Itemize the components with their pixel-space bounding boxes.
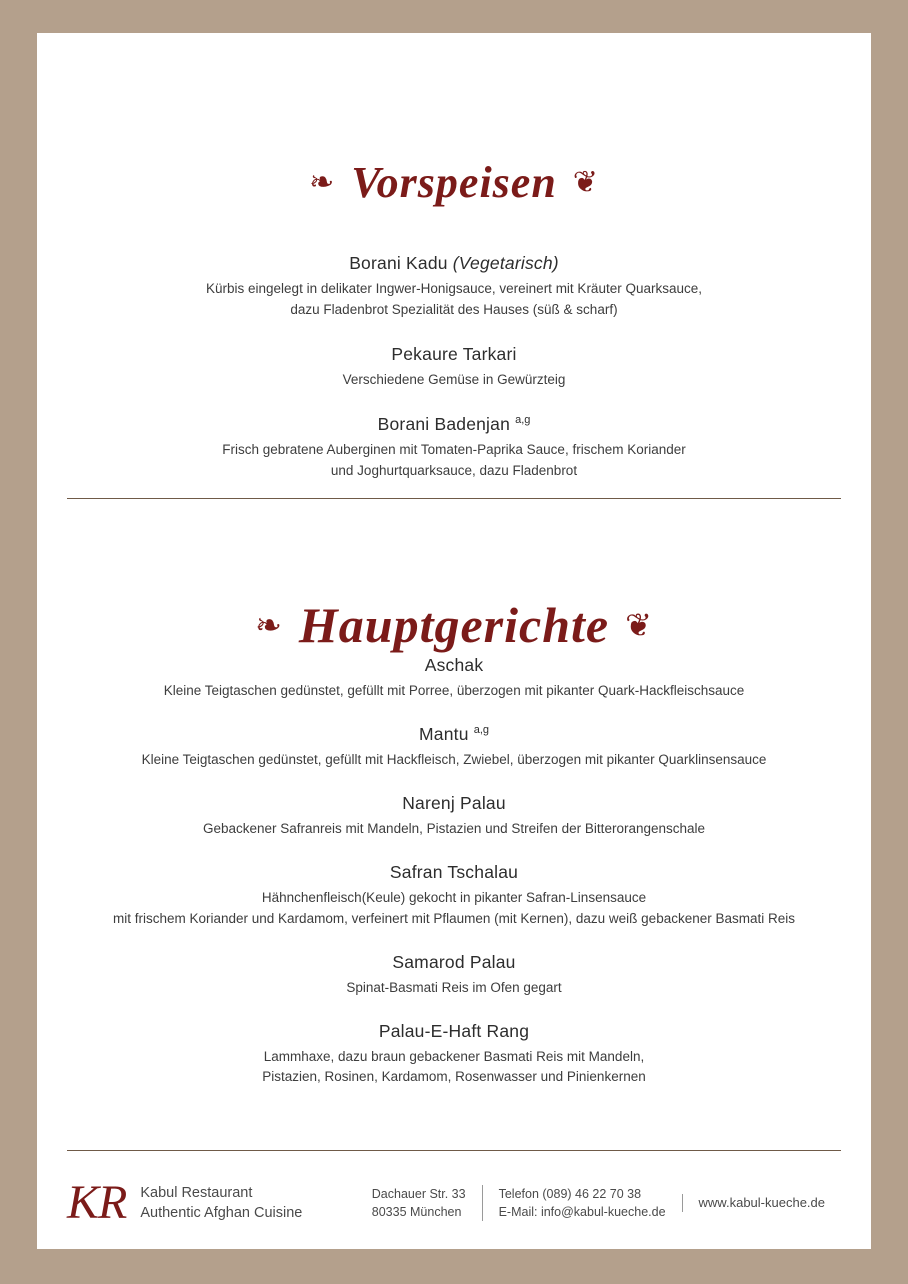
footer-divider [67, 1150, 841, 1151]
dish-description-line: Kürbis eingelegt in delikater Ingwer-Honigsauce, vereinert mit Kräuter Quarksauce, [206, 281, 702, 296]
flourish-right-icon: ❦ [572, 165, 599, 201]
brand-logo [67, 1176, 356, 1229]
logo-monogram-icon: KR [67, 1176, 127, 1229]
dish-description-line: Gebackener Safranreis mit Mandeln, Pistazien und Streifen der Bitterorangenschale [202, 820, 706, 836]
website-link[interactable]: www.kabul-kueche.de [682, 1194, 841, 1213]
dish-description-line: dazu Fladenbrot Spezialität des Hauses (süß & scharf) [290, 301, 618, 317]
dish-description-line: Lammhaxe, dazu braun gebackener Basmati Reis mit Mandeln, [263, 1048, 645, 1064]
dish-name [87, 952, 821, 973]
dish-name-text: Palau-E-Haft Rang [378, 1020, 530, 1041]
section-heading-vorspeisen [37, 153, 871, 208]
dish-name-text: Narenj Palau [402, 792, 506, 813]
dish-item [87, 952, 821, 999]
dish-name-text: Pekaure Tarkari [391, 343, 517, 364]
phone-email-block [482, 1185, 682, 1221]
dish-item [87, 862, 821, 930]
dish-description-line: Kleine Teigtaschen gedünstet, gefüllt mit Hackfleisch, Zwiebel, überzogen mit pikanter Quarklinsensauce [141, 751, 767, 767]
flourish-left-icon: ❧ [309, 165, 336, 201]
dish-list-vorspeisen [97, 253, 811, 505]
dish-description-line: Kleine Teigtaschen gedünstet, gefüllt mit Porree, überzogen mit pikanter Quark-Hackfleischsauce [163, 683, 745, 698]
dish-name [97, 253, 811, 274]
dish-name [87, 862, 821, 883]
dish-description [97, 370, 811, 391]
dish-note: (Vegetarisch) [452, 253, 559, 273]
dish-item [87, 655, 821, 702]
brand-name-line1: Kabul Restaurant [140, 1184, 253, 1201]
dish-name [97, 414, 811, 435]
email-address[interactable]: E-Mail: info@kabul-kueche.de [498, 1205, 666, 1219]
dish-allergens: a,g [515, 413, 531, 426]
dish-name-text: Mantu [419, 723, 469, 744]
section-heading-hauptgerichte [37, 590, 871, 654]
dish-name [97, 344, 811, 365]
dish-item [87, 724, 821, 771]
dish-allergens: a,g [473, 724, 489, 737]
section-divider [67, 498, 841, 499]
dish-description [97, 440, 811, 482]
dish-description [97, 279, 811, 321]
dish-item [97, 253, 811, 321]
dish-item [87, 793, 821, 840]
dish-description [87, 750, 821, 771]
address-line2: 80335 München [371, 1205, 462, 1219]
dish-description-line: Frisch gebratene Auberginen mit Tomaten-Paprika Sauce, frischem Koriander [222, 441, 686, 457]
dish-name-text: Samarod Palau [392, 951, 516, 972]
footer [67, 1168, 841, 1238]
section-title-hauptgerichte: Hauptgerichte [298, 596, 610, 653]
menu-page [37, 33, 871, 1249]
dish-description [87, 681, 821, 702]
dish-item [97, 414, 811, 482]
dish-description [87, 978, 821, 999]
dish-name [87, 793, 821, 814]
dish-name-text: Safran Tschalau [389, 861, 519, 882]
dish-description-line: Hähnchenfleisch(Keule) gekocht in pikanter Safran-Linsensauce [261, 889, 647, 905]
dish-name [87, 724, 821, 745]
dish-list-hauptgerichte [87, 655, 821, 1110]
dish-description [87, 1047, 821, 1089]
dish-name-text: Borani Badenjan [377, 413, 511, 434]
flourish-right-icon: ❦ [625, 605, 653, 644]
section-title-vorspeisen: Vorspeisen [351, 158, 557, 208]
address-block [356, 1185, 482, 1221]
address-line1: Dachauer Str. 33 [371, 1186, 466, 1201]
menu-content [37, 33, 871, 1249]
dish-description-line: und Joghurtquarksauce, dazu Fladenbrot [330, 462, 578, 478]
contact-info [356, 1185, 841, 1221]
dish-description [87, 819, 821, 840]
dish-description-line: Spinat-Basmati Reis im Ofen gegart [346, 979, 562, 995]
dish-name [87, 655, 821, 676]
dish-item [87, 1021, 821, 1089]
dish-description-line: mit frischem Koriander und Kardamom, verfeinert mit Pflaumen (mit Kernen), dazu weiß gebackener Basmati Reis [112, 910, 796, 926]
dish-description-line: Pistazien, Rosinen, Kardamom, Rosenwasser und Pinienkernen [262, 1069, 646, 1085]
dish-name-text: Aschak [424, 655, 484, 675]
dish-name-text: Borani Kadu [349, 253, 448, 273]
brand-name-line2: Authentic Afghan Cuisine [140, 1205, 303, 1221]
dish-description [87, 888, 821, 930]
dish-name [87, 1021, 821, 1042]
flourish-left-icon: ❧ [255, 605, 283, 644]
phone-number: Telefon (089) 46 22 70 38 [498, 1186, 642, 1201]
dish-description-line: Verschiedene Gemüse in Gewürzteig [342, 371, 566, 387]
brand-name [140, 1183, 302, 1224]
dish-item [97, 344, 811, 391]
